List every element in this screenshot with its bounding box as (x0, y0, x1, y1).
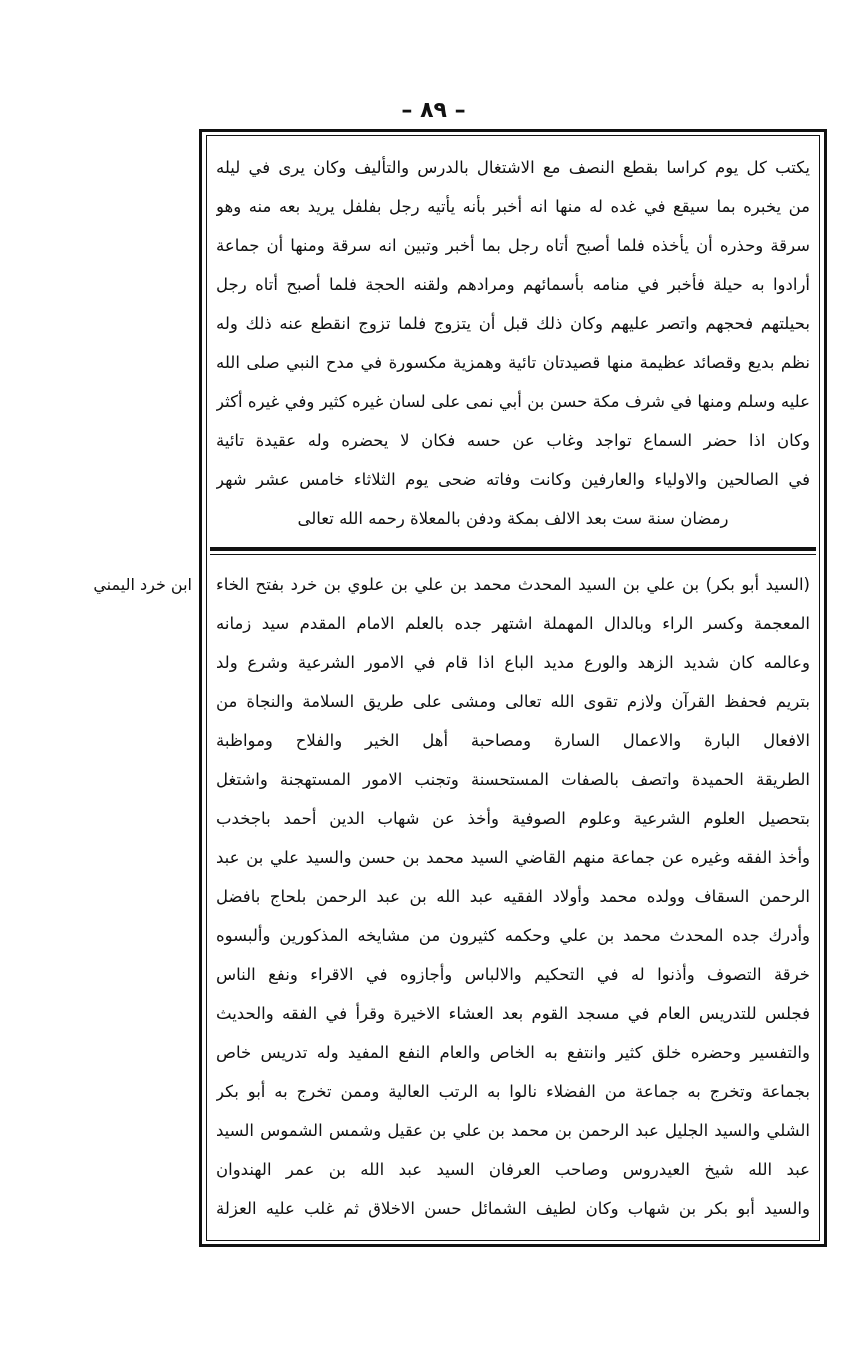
previous-biography-text (216, 148, 810, 538)
text-line: بحيلتهم فحجهم واتصر عليهم وكان ذلك قبل أن يتزوج فلما تزوج انقطع عنه ذلك وله (216, 314, 810, 333)
text-line: رمضان سنة ست بعد الالف بمكة ودفن بالمعلاة رحمه الله تعالى (297, 509, 729, 528)
text-line: المعجمة وكسر الراء وبالدال المهملة اشتهر جده بالعلم الامام المقدم سيد زمانه (216, 614, 810, 633)
margin-note: ابن خرد اليمني (93, 575, 192, 594)
text-line: وأخذ الفقه وغيره عن جماعة منهم القاضي السيد محمد بن حسن والسيد علي بن عبد (216, 848, 810, 867)
text-line: وعالمه كان شديد الزهد والورع مديد الباع اذا قام في الامور الشرعية وشرع ولد (216, 653, 810, 672)
page-number: – ٨٩ – (401, 98, 466, 123)
biography-text (216, 565, 810, 1228)
text-line: والتفسير وحضره خلق كثير وانتفع به الخاص والعام النفع المفيد وله تدريس خاص (216, 1043, 810, 1062)
text-line: الافعال البارة والاعمال السارة ومصاحبة أهل الخير والفلاح ومواظبة (216, 731, 810, 750)
text-line: فجلس للتدريس العام في مسجد القوم بعد العشاء الاخيرة وقرأ في الفقه والحديث (216, 1004, 810, 1023)
text-line: عبد الله شيخ العيدروس وصاحب العرفان السيد عبد الله بن عمر الهندوان (216, 1160, 810, 1179)
text-line: وأدرك جده المحدث محمد بن علي وحكمه كثيرون من مشايخه المذكورين وألبسوه (216, 926, 810, 945)
text-line: عليه وسلم ومنها في شرف مكة حسن بن أبي نمى على لسان غيره كثير وفي غيره أكثر (216, 392, 810, 411)
text-line: الشلي والسيد الجليل عبد الرحمن بن محمد بن علي بن عقيل وشمس الشموس السيد (216, 1121, 810, 1140)
text-line: يكتب كل يوم كراسا بقطع النصف مع الاشتغال بالدرس والتأليف وكان يرى في ليله (216, 158, 810, 177)
text-line: الطريقة الحميدة واتصف بالصفات المستحسنة وتجنب الامور المستهجنة واشتغل (216, 770, 810, 789)
text-line: أرادوا به حيلة فأخبر في منامه بأسمائهم ومرادهم ولقنه الحجة فلما أصبح أتاه رجل (216, 275, 810, 294)
text-line: سرقة وحذره أن يأخذه فلما أصبح أتاه رجل بما أخبر وتبين انه سرقة ومنها أن جماعة (216, 236, 810, 255)
text-line: (السيد أبو بكر) بن علي بن السيد المحدث محمد بن علي بن علوي بن خرد بفتح الخاء (216, 575, 810, 594)
text-line: خرقة التصوف وأذنوا له في التحكيم والالباس وأجازوه في الاقراء ونفع الناس (216, 965, 810, 984)
text-line: في الصالحين والاولياء والعارفين وكانت وفاته ضحى يوم الثلاثاء خامس عشر شهر (216, 470, 810, 489)
text-line: من يخبره بما سيقع في غده له منها انه أخبر بأنه يأتيه رجل بفلفل يريد بعه منه وهو (216, 197, 810, 216)
section-divider-thin (210, 554, 816, 555)
text-line: والسيد أبو بكر بن شهاب وكان لطيف الشمائل حسن الاخلاق ثم غلب عليه العزلة (216, 1199, 810, 1218)
text-line: بتحصيل العلوم الشرعية وعلوم الصوفية وأخذ عن شهاب الدين أحمد باجخدب (216, 809, 810, 828)
text-line: وكان اذا حضر السماع تواجد وغاب عن حسه فكان لا يحضره وله عقيدة تائية (216, 431, 810, 450)
section-divider (210, 547, 816, 551)
text-line: نظم بديع وقصائد عظيمة منها قصيدتان تائية وهمزية مكسورة في مدح النبي صلى الله (216, 353, 810, 372)
text-line: بجماعة وتخرج به جماعة من الفضلاء نالوا به الرتب العالية وممن تخرج به أبو بكر (216, 1082, 810, 1101)
text-line: بتريم فحفظ القرآن ولازم تقوى الله تعالى ومشى على طريق السلامة والنجاة من (216, 692, 810, 711)
text-line: الرحمن السقاف وولده محمد وأولاد الفقيه عبد الله بن عبد الرحمن بلحاج بافضل (216, 887, 810, 906)
